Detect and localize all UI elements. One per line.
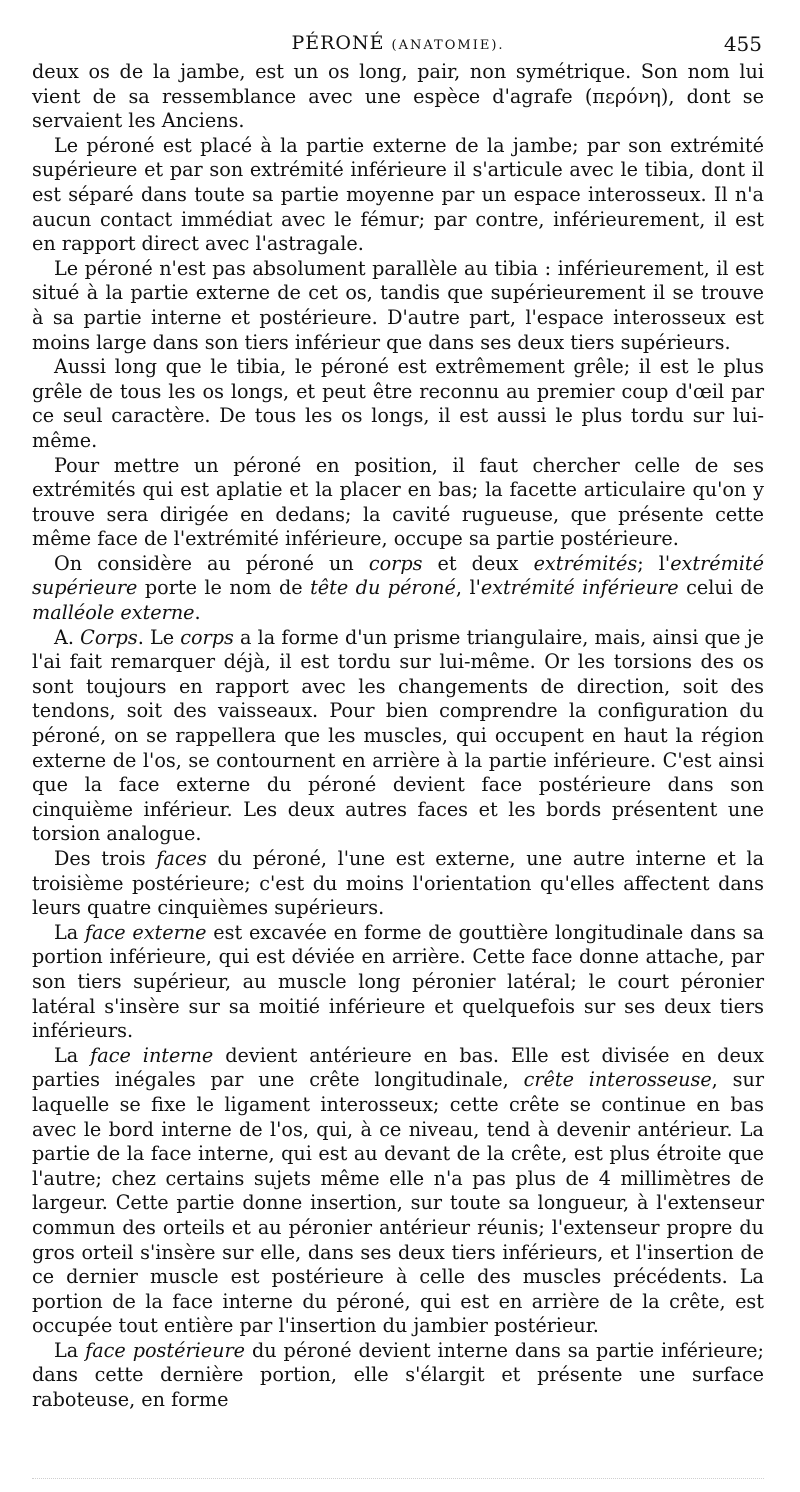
text-run: a la forme d'un prisme triangulaire, mais, ainsi que je l'ai fait remarquer déjà, il est tordu sur lui-même. Or les torsions des os sont toujours en rapport avec les changements de direction, soit des tendons, soit des vaisseaux. Pour bien comprendre la configuration du péroné, on se rappellera que les muscles, qui occupent en haut la région externe de l'os, se contournent en arrière à la partie inférieure. C'est ainsi que la face externe du péroné devient face postérieure dans son cinquième inférieur. Les deux autres faces et les bords présentent une torsion analogue.	[32, 625, 764, 846]
running-title	[32, 32, 764, 54]
paragraph-10	[32, 1044, 764, 1339]
text-run: , l'	[455, 576, 481, 600]
text-run: et deux	[422, 551, 534, 575]
text-run: celui de	[678, 576, 764, 600]
paragraph-5	[32, 454, 764, 552]
paragraph-8	[32, 847, 764, 921]
text-run: A.	[54, 625, 81, 649]
italic-term: face externe	[84, 920, 207, 944]
italic-term: malléole externe	[32, 601, 195, 625]
text-run: du péroné, l'une est externe, une autre interne et la troisième postérieure; c'est du moins l'orientation qu'elles affectent dans leurs quatre cinquièmes supérieurs.	[32, 847, 765, 920]
running-title-main: PÉRONÉ	[291, 32, 385, 54]
text-run: .	[194, 601, 201, 625]
paragraph-4	[32, 355, 764, 453]
paragraph-7	[32, 626, 764, 847]
text-run: La	[54, 1043, 91, 1067]
bottom-divider	[32, 1478, 764, 1479]
text-run: porte le nom de	[137, 576, 311, 600]
page-number: 455	[723, 32, 762, 56]
running-header	[32, 26, 764, 60]
text-run: est excavée en forme de gouttière longitudinale dans sa portion inférieure, qui est déviée en arrière. Cette face donne attache, par son tiers supérieur, au muscle long péronier latéral; le court péronier latéral s'insère sur sa moitié inférieure et quelquefois sur ses deux tiers inférieurs.	[32, 920, 765, 1043]
text-run: ; l'	[637, 551, 671, 575]
italic-term: crête interosseuse	[523, 1068, 712, 1092]
italic-term: faces	[156, 847, 207, 870]
text-run: Aussi long que le tibia, le péroné est extrêmement grêle; il est le plus grêle de tous les os longs, et peut être reconnu au premier coup d'œil par ce seul caractère. De tous les os longs, il est aussi le plus tordu sur lui-même.	[32, 355, 764, 452]
text-run: Le péroné n'est pas absolument parallèle au tibia : inférieurement, il est situé à la partie externe de cet os, tandis que supérieurement il se trouve à sa partie interne et postérieure. D'autre part, l'espace interosseux est moins large dans son tiers inférieur que dans ses deux tiers supérieurs.	[32, 256, 764, 354]
text-run: devient antérieure en bas. Elle est divisée en deux parties inégales par une crête longitudinale,	[32, 1043, 764, 1092]
paragraph-6	[32, 552, 764, 626]
paragraph-9	[32, 921, 764, 1044]
running-title-sub: (ANATOMIE).	[391, 38, 505, 53]
text-run: La	[54, 1338, 86, 1362]
text-run: du péroné devient interne dans sa partie inférieure; dans cette dernière portion, elle s'élargit et présente une surface raboteuse, en forme	[32, 1338, 765, 1412]
italic-term: corps	[368, 551, 423, 575]
paragraph-11	[32, 1339, 764, 1413]
text-run: La	[54, 920, 85, 944]
text-run: deux os de la jambe, est un os long, pair, non symétrique. Son nom lui vient de sa ressemblance avec une espèce d'agrafe (περόνη), dont se servaient les Anciens.	[32, 60, 764, 133]
paragraph-2	[32, 134, 764, 257]
italic-term: Corps	[80, 625, 138, 649]
italic-term: face postérieure	[85, 1338, 246, 1362]
paragraph-3	[32, 257, 764, 355]
body-text	[32, 60, 764, 1413]
italic-term: face interne	[90, 1043, 214, 1067]
text-run: , sur laquelle se fixe le ligament interosseux; cette crête se continue en bas avec le bord interne de l'os, qui, à ce niveau, tend à devenir antérieur. La partie de la face interne, qui est au devant de la crête, est plus étroite que l'autre; chez certains sujets même elle n'a pas plus de 4 millimètres de largeur. Cette partie donne insertion, sur toute sa longueur, à l'extenseur commun des orteils et au péronier antérieur réunis; l'extenseur propre du gros orteil s'insère sur elle, dans ses deux tiers inférieurs, et l'insertion de ce dernier muscle est postérieure à celle des muscles précédents. La portion de la face interne du péroné, qui est en arrière de la crête, est occupée tout entière par l'insertion du jambier postérieur.	[32, 1068, 764, 1338]
italic-term: extrémités	[533, 551, 638, 575]
paragraph-1	[32, 60, 764, 134]
text-run: . Le	[137, 625, 181, 649]
italic-term: tête du péroné	[310, 576, 456, 600]
text-run: On considère au péroné un	[54, 551, 369, 575]
text-run: Pour mettre un péroné en position, il faut chercher celle de ses extrémités qui est aplatie et la placer en bas; la facette articulaire qu'on y trouve sera dirigée en dedans; la cavité rugueuse, que présente cette même face de l'extrémité inférieure, occupe sa partie postérieure.	[32, 453, 764, 551]
text-run: Des trois	[54, 847, 157, 870]
italic-term: corps	[180, 625, 234, 649]
text-run: Le péroné est placé à la partie externe de la jambe; par son extrémité supérieure et par son extrémité inférieure il s'articule avec le tibia, dont il est séparé dans toute sa partie moyenne par un espace interosseux. Il n'a aucun contact immédiat avec le fémur; par contre, inférieurement, il est en rapport direct avec l'astragale.	[32, 133, 764, 256]
italic-term: extrémité supérieure	[32, 551, 764, 600]
italic-term: extrémité inférieure	[480, 576, 679, 600]
